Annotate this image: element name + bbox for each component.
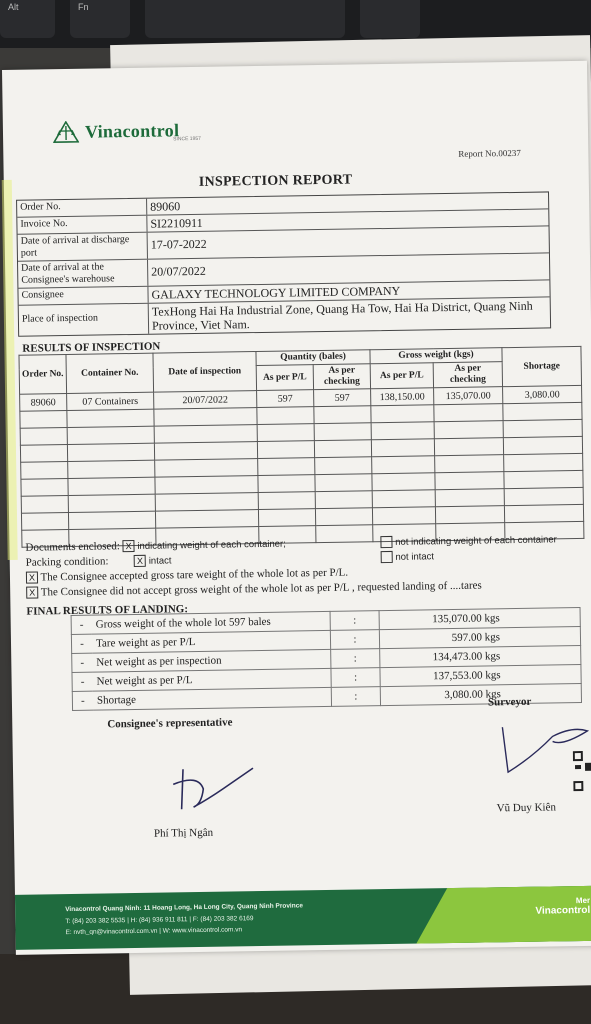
col-container-no: Container No. <box>66 353 154 393</box>
checkbox-checked[interactable]: X <box>134 555 146 567</box>
surveyor-label: Surveyor <box>487 695 532 709</box>
info-value: TexHong Hai Ha Industrial Zone, Quang Ha Tow, Hai Ha District, Quang Ninh Province, Viet Nam. <box>151 298 533 333</box>
final-value: 3,080.00 kgs <box>380 683 581 705</box>
enclosed-unchecked-text: not indicating weight of each container <box>395 534 557 548</box>
info-label: Invoice No. <box>17 216 147 234</box>
highlight-strip <box>2 180 18 560</box>
cell-qty-pl: 597 <box>257 390 314 408</box>
final-label: Net weight as per P/L <box>92 668 331 691</box>
info-value: GALAXY TECHNOLOGY LIMITED COMPANY <box>151 283 401 302</box>
cell-container-no: 07 Containers <box>67 392 154 410</box>
logo-since: SINCE 1957 <box>173 135 201 143</box>
footer-brand: Mer Vinacontrol <box>535 895 591 917</box>
cell-qty-checking: 597 <box>314 389 371 407</box>
final-label: Gross weight of the whole lot 597 bales <box>92 611 331 634</box>
consignee-reject-text: The Consignee did not accept gross weight of the whole lot as per P/L , requested landing of ....tares <box>40 579 482 599</box>
packing-unchecked-text: not intact <box>395 551 435 563</box>
logo-name: Vinacontrol <box>84 119 180 142</box>
final-value: 134,473.00 kgs <box>380 645 581 667</box>
final-value: 597.00 kgs <box>379 626 580 648</box>
packing-checked-text: intact <box>148 555 172 567</box>
col-date: Date of inspection <box>153 352 257 393</box>
info-label: Consignee <box>18 287 148 305</box>
col-shortage: Shortage <box>502 346 582 386</box>
final-results-title: FINAL RESULTS OF LANDING: <box>26 603 189 618</box>
results-table <box>18 346 584 548</box>
consignee-signature <box>153 748 264 820</box>
info-value: SI2210911 <box>150 215 203 231</box>
col-qty-checking: As per checking <box>313 364 370 390</box>
col-gross-pl: As per P/L <box>370 363 433 389</box>
vinacontrol-logo <box>53 119 201 143</box>
enclosed-checked-text: indicating weight of each container; <box>137 538 286 552</box>
results-title: RESULTS OF INSPECTION <box>22 340 161 355</box>
checkbox-checked[interactable]: X <box>26 572 38 584</box>
cell-date: 20/07/2022 <box>154 391 257 410</box>
table-row: - Gross weight of the whole lot 597 bales : 135,070.00 kgs <box>71 607 580 634</box>
inspection-report-sheet <box>2 61 591 955</box>
col-gross-weight: Gross weight (kgs) <box>370 348 502 364</box>
consignee-name: Phí Thị Ngân <box>153 826 214 840</box>
documents-enclosed-label: Documents enclosed: <box>25 540 120 554</box>
documents-section <box>25 533 586 602</box>
key-right <box>360 0 420 38</box>
cell-gross-pl: 138,150.00 <box>371 388 434 406</box>
col-gross-checking: As per checking <box>433 362 502 388</box>
checkbox-checked[interactable]: X <box>26 587 38 599</box>
key-alt: Alt <box>0 0 55 38</box>
final-label: Net weight as per inspection <box>92 649 331 672</box>
key-fn: Fn <box>70 0 130 38</box>
surveyor-name: Vũ Duy Kiên <box>496 801 557 815</box>
footer-banner <box>15 886 591 950</box>
checkbox-checked[interactable]: X <box>123 540 135 552</box>
report-number: Report No.00237 <box>458 147 521 159</box>
footer-email: E: nvth_qn@vinacontrol.com.vn | W: www.vinacontrol.com.vn <box>65 926 243 937</box>
consignee-accept-text: The Consignee accepted gross tare weight of the whole lot as per P/L. <box>40 566 349 584</box>
qr-code-icon <box>573 751 591 801</box>
info-label: Date of arrival at discharge port <box>18 233 148 261</box>
info-value: 20/07/2022 <box>151 263 206 279</box>
final-label: Shortage <box>93 687 332 710</box>
table-row: - Shortage : 3,080.00 kgs <box>72 683 581 710</box>
info-label: Date of arrival at the Consignee's warehouse <box>18 260 148 288</box>
footer-phones: T: (84) 203 382 5535 | H: (84) 936 911 811 | F: (84) 203 382 6169 <box>65 915 254 926</box>
cell-order-no: 89060 <box>20 394 67 412</box>
info-value: 17-07-2022 <box>150 236 207 252</box>
footer-address: Vinacontrol Quang Ninh: 11 Hoang Long, Ha Long City, Quang Ninh Province <box>65 902 303 914</box>
col-qty-pl: As per P/L <box>256 365 313 391</box>
packing-label: Packing condition: <box>25 555 109 569</box>
info-label: Place of inspection <box>19 304 149 336</box>
consignee-representative-label: Consignee's representative <box>107 716 233 731</box>
table-row: - Net weight as per inspection : 134,473.00 kgs <box>72 645 581 672</box>
checkbox-unchecked[interactable] <box>381 551 393 563</box>
final-value: 135,070.00 kgs <box>379 607 580 629</box>
cell-shortage: 3,080.00 <box>503 385 582 403</box>
report-title: INSPECTION REPORT <box>198 172 353 190</box>
scales-logo-icon <box>53 121 79 143</box>
cell-gross-checking: 135,070.00 <box>434 387 503 405</box>
info-label: Order No. <box>17 199 147 217</box>
final-label: Tare weight as per P/L <box>92 630 331 653</box>
key-space <box>145 0 345 38</box>
col-quantity: Quantity (bales) <box>256 350 370 366</box>
col-order-no: Order No. <box>19 355 67 395</box>
order-info-table <box>16 191 551 336</box>
final-value: 137,553.00 kgs <box>380 664 581 686</box>
table-row: - Net weight as per P/L : 137,553.00 kgs <box>72 664 581 691</box>
table-row: - Tare weight as per P/L : 597.00 kgs <box>71 626 580 653</box>
checkbox-unchecked[interactable] <box>380 536 392 548</box>
info-value: 89060 <box>150 199 181 214</box>
